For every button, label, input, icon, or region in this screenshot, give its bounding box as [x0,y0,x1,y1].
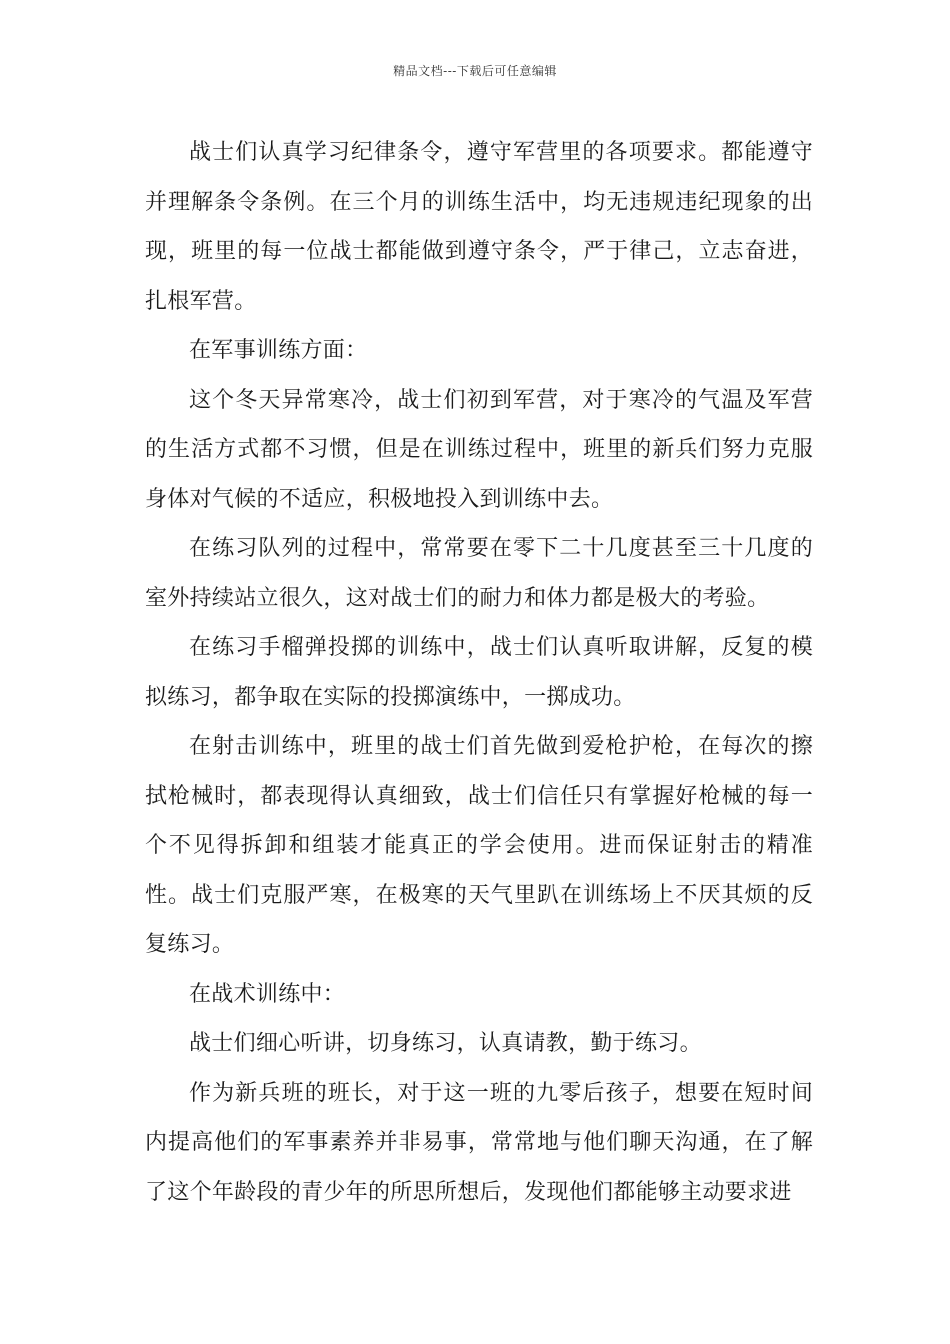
page-header: 精品文档---下载后可任意编辑 [393,64,557,78]
paragraph-grenade-training: 在练习手榴弹投掷的训练中，战士们认真听取讲解，反复的模拟练习，都争取在实际的投掷演练中，一掷成功。 [145,635,813,710]
paragraph-shooting-training: 在射击训练中，班里的战士们首先做到爱枪护枪，在每次的擦拭枪械时，都表现得认真细致，战士们信任只有掌握好枪械的每一个不见得拆卸和组装才能真正的学会使用。进而保证射击的精准性。战士们克服严寒，在极寒的天气里趴在训练场上不厌其烦的反复练习。 [145,734,813,957]
paragraph-military-training-heading: 在军事训练方面： [189,338,368,363]
document-body [145,128,813,1217]
paragraph-tactical-training-heading: 在战术训练中： [189,981,346,1007]
paragraph-squad-leader: 作为新兵班的班长，对于这一班的九零后孩子，想要在短时间内提高他们的军事素养并非易事，常常地与他们聊天沟通，在了解了这个年龄段的青少年的所思所想后，发现他们都能够主动要求进 [145,1080,813,1205]
paragraph-cold-winter: 这个冬天异常寒冷，战士们初到军营，对于寒冷的气温及军营的生活方式都不习惯，但是在训练过程中，班里的新兵们努力克服身体对气候的不适应，积极地投入到训练中去。 [145,387,813,512]
paragraph-formation-practice: 在练习队列的过程中，常常要在零下二十几度甚至三十几度的室外持续站立很久，这对战士们的耐力和体力都是极大的考验。 [145,536,813,611]
paragraph-discipline: 战士们认真学习纪律条令，遵守军营里的各项要求。都能遵守并理解条令条例。在三个月的训练生活中，均无违规违纪现象的出现，班里的每一位战士都能做到遵守条令，严于律己，立志奋进，扎根军营。 [145,140,813,314]
paragraph-tactical-training: 战士们细心听讲，切身练习，认真请教，勤于练习。 [189,1031,702,1056]
